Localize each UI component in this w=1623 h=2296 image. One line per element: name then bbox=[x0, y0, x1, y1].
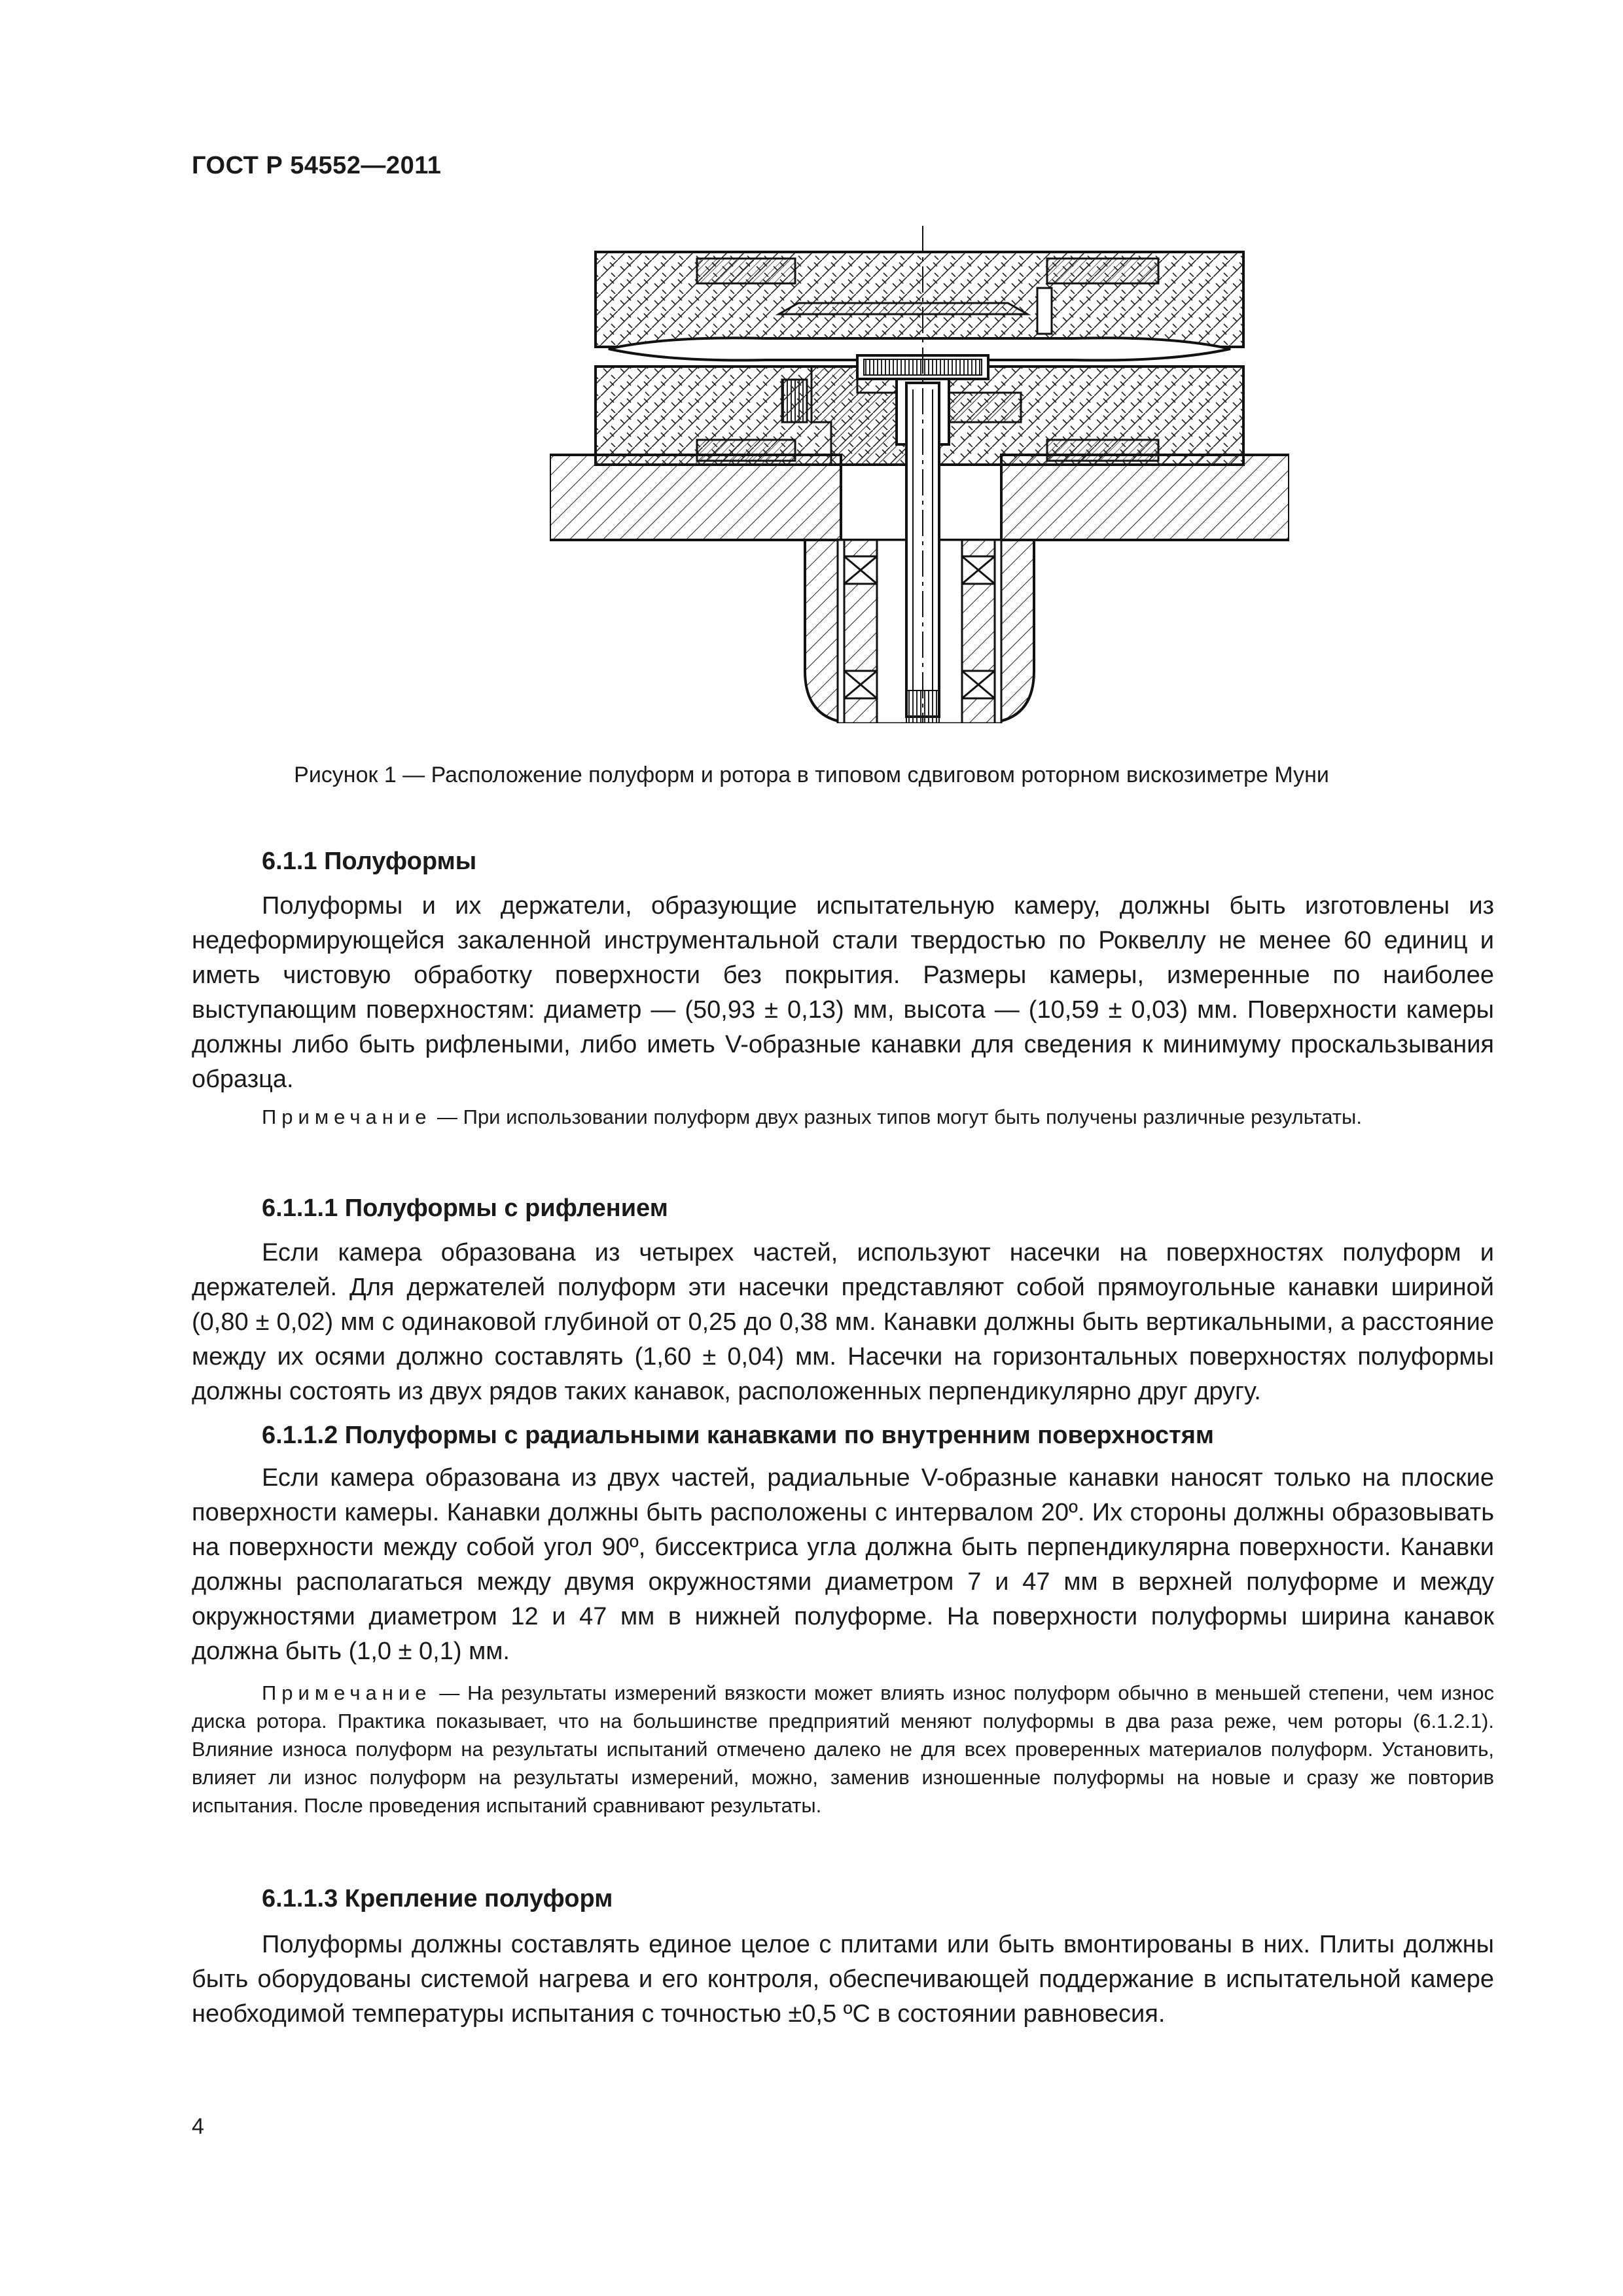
figure-caption: Рисунок 1 — Расположение полуформ и ротора в типовом сдвиговом роторном вискозиметре Муни bbox=[294, 762, 1329, 787]
note-label: Примечание bbox=[262, 1105, 432, 1128]
section-text-6-1-1-2: Если камера образована из двух частей, радиальные V-образные канавки наносят только на плоские поверхности камеры. Канавки должны быть расположены с интервалом 20º. Их стороны должны образовывать на поверхности между собой угол 90º, биссектриса угла должна быть перпендикулярна поверхности. Канавки должны располагаться между двумя окружностями диаметром 7 и 47 мм в верхней полуформе и между окружностями диаметром 12 и 47 мм в нижней полуформе. На поверхности полуформы ширина канавок должна быть (1,0 ± 0,1) мм. bbox=[192, 1464, 1494, 1665]
note-label: Примечание bbox=[262, 1681, 432, 1704]
section-text-6-1-1-1: Если камера образована из четырех частей, используют насечки на поверхностях полуформ и держателей. Для держателей полуформ эти насечки представляют собой прямоугольные канавки шириной (0,80 ± 0,02) мм с одинаковой глубиной от 0,25 до 0,38 мм. Канавки должны быть вертикальными, а расстояние между их осями должно составлять (1,60 ± 0,04) мм. Насечки на горизонтальных поверхностях полуформы должны состоять из двух рядов таких канавок, расположенных перпендикулярно друг другу. bbox=[192, 1239, 1494, 1405]
viscometer-cross-section-figure bbox=[550, 226, 1289, 723]
note-text: — При использовании полуформ двух разных типов могут быть получены различные результаты. bbox=[431, 1105, 1362, 1128]
section-title-6-1-1-2: 6.1.1.2 Полуформы с радиальными канавками по внутренним поверхностям bbox=[262, 1422, 1214, 1449]
document-header: ГОСТ Р 54552—2011 bbox=[192, 152, 442, 179]
note-6-1-1-2 bbox=[192, 1679, 1494, 1820]
note-6-1-1 bbox=[192, 1103, 1494, 1131]
section-title-6-1-1-3: 6.1.1.3 Крепление полуформ bbox=[262, 1885, 613, 1912]
section-title-6-1-1: 6.1.1 Полуформы bbox=[262, 848, 477, 875]
section-text-6-1-1-3: Полуформы должны составлять единое целое с плитами или быть вмонтированы в них. Плиты должны быть оборудованы системой нагрева и его контроля, обеспечивающей поддержание в испытательной камере необходимой температуры испытания с точностью ±0,5 ºС в состоянии равновесия. bbox=[192, 1931, 1494, 2028]
section-title-6-1-1-1: 6.1.1.1 Полуформы с рифлением bbox=[262, 1194, 668, 1222]
section-text-6-1-1: Полуформы и их держатели, образующие испытательную камеру, должны быть изготовлены из недеформирующейся закаленной инструментальной стали твердостью по Роквеллу не менее 60 единиц и иметь чистовую обработку поверхности без покрытия. Размеры камеры, измеренные по наиболее выступающим поверхностям: диаметр — (50,93 ± 0,13) мм, высота — (10,59 ± 0,03) мм. Поверхности камеры должны либо быть рифлеными, либо иметь V-образные канавки для сведения к минимуму проскальзывания образца. bbox=[192, 892, 1494, 1093]
note-text: — На результаты измерений вязкости может влиять износ полуформ обычно в меньшей степени, чем износ диска ротора. Практика показывает, что на большинстве предприятий меняют полуформы в два раза реже, чем роторы (6.1.2.1). Влияние износа полуформ на результаты испытаний отмечено далеко не для всех проверенных материалов полуформ. Установить, влияет ли износ полуформ на результаты измерений, можно, заменив изношенные полуформы на новые и сразу же повторив испытания. После проведения испытаний сравнивают результаты. bbox=[192, 1681, 1494, 1817]
upper-platen bbox=[596, 252, 1243, 347]
page-number: 4 bbox=[192, 2114, 204, 2139]
